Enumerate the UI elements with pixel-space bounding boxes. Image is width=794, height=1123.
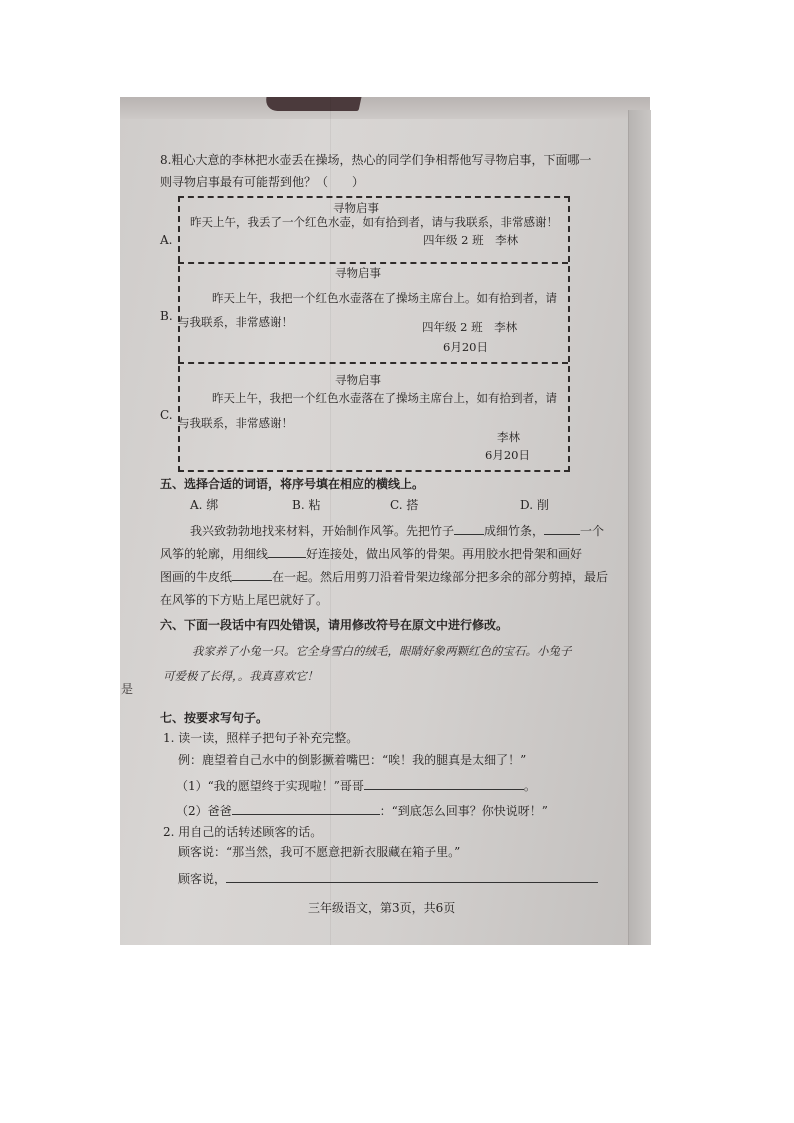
section5-para-line2 <box>160 545 582 562</box>
option-b-label: B. <box>160 309 173 323</box>
box-separator-bc <box>178 362 568 364</box>
item-text: （1）“我的愿望终于实现啦！”哥哥 <box>176 779 364 793</box>
item-text: 。 <box>523 779 536 793</box>
option-c-text-line1: 昨天上午，我把一个红色水壶落在了操场主席台上，如有拾到者，请 <box>212 391 557 405</box>
choice-a: A. 绑 <box>190 498 219 512</box>
section7-heading: 七、按要求写句子。 <box>160 711 269 725</box>
para-text: 我兴致勃勃地找来材料，开始制作风筝。先把竹子 <box>190 524 455 538</box>
section7-q2: 2. 用自己的话转述顾客的话。 <box>163 825 323 839</box>
item-text: ：“到底怎么回事？你快说呀！” <box>379 804 548 818</box>
para-text: 成细竹条， <box>484 524 545 538</box>
para-text: 一个 <box>580 524 605 538</box>
section5-para-line3 <box>160 568 608 585</box>
left-margin-fragment: 是 <box>121 682 134 696</box>
section6-para-line1: 我家养了小兔一只。它全身雪白的绒毛，眼睛好象两颗红色的宝石。小兔子 <box>192 644 572 658</box>
para-text: 在一起。然后用剪刀沿着骨架边缘部分把多余的部分剪掉，最后 <box>272 570 609 584</box>
option-c-title: 寻物启事 <box>335 373 381 387</box>
answer-blank[interactable] <box>226 870 598 883</box>
option-b-title: 寻物启事 <box>335 266 381 280</box>
option-b-date: 6月20日 <box>443 340 488 354</box>
para-text: 图画的牛皮纸 <box>160 570 233 584</box>
para-text: 风筝的轮廓，用细线 <box>160 547 269 561</box>
option-a-label: A. <box>160 233 173 247</box>
option-c-label: C. <box>160 408 173 422</box>
q8-line2: 则寻物启事最有可能帮到他？（ ） <box>160 175 365 189</box>
choice-b: B. 粘 <box>292 498 321 512</box>
choice-d: D. 削 <box>520 498 549 512</box>
option-b-sign: 四年级 2 班 李林 <box>422 320 518 334</box>
photo-top-shadow <box>120 97 650 119</box>
section5-heading: 五、选择合适的词语，将序号填在相应的横线上。 <box>160 477 425 491</box>
fill-blank[interactable] <box>454 522 484 535</box>
option-a-text: 昨天上午，我丢了一个红色水壶，如有拾到者，请与我联系，非常感谢！ <box>190 215 558 229</box>
option-c-sign: 李林 <box>497 430 520 444</box>
fill-blank[interactable] <box>232 568 272 581</box>
page-footer: 三年级语文，第3页，共6页 <box>308 901 456 915</box>
option-b-text-line1: 昨天上午，我把一个红色水壶落在了操场主席台上。如有拾到者，请 <box>212 291 557 305</box>
section7-item2 <box>176 802 548 819</box>
fill-blank[interactable] <box>268 545 306 558</box>
q8-line1: 8.粗心大意的李林把水壶丢在操场，热心的同学们争相帮他写寻物启事，下面哪一 <box>160 153 592 167</box>
answer-blank[interactable] <box>364 777 524 790</box>
option-c-text-line2: 与我联系，非常感谢！ <box>178 416 293 430</box>
option-a-sign: 四年级 2 班 李林 <box>423 233 519 247</box>
section6-heading: 六、下面一段话中有四处错误，请用修改符号在原文中进行修改。 <box>160 618 509 632</box>
fill-blank[interactable] <box>544 522 580 535</box>
option-a-title: 寻物启事 <box>333 201 379 215</box>
section7-item1 <box>176 777 536 794</box>
dark-object <box>264 97 362 111</box>
para-text: 好连接处，做出风筝的骨架。再用胶水把骨架和画好 <box>306 547 583 561</box>
choice-c: C. 搭 <box>390 498 419 512</box>
answer-prefix: 顾客说， <box>178 872 227 886</box>
section7-q1: 1. 读一读，照样子把句子补充完整。 <box>163 731 359 745</box>
section7-example: 例：鹿望着自己水中的倒影撅着嘴巴：“唉！我的腿真是太细了！” <box>178 753 527 767</box>
section5-para-line1 <box>190 522 604 539</box>
item-text: （2）爸爸 <box>176 804 232 818</box>
box-separator-ab <box>178 262 568 264</box>
option-c-date: 6月20日 <box>485 448 530 462</box>
section5-para-line4: 在风筝的下方贴上尾巴就好了。 <box>160 593 329 607</box>
section7-answer <box>178 870 598 887</box>
option-b-text-line2: 与我联系，非常感谢！ <box>178 315 293 329</box>
answer-blank[interactable] <box>232 802 380 815</box>
section6-para-line2: 可爱极了长得，。我真喜欢它！ <box>163 669 319 683</box>
adjacent-page-strip <box>628 110 651 945</box>
section7-quote: 顾客说：“那当然，我可不愿意把新衣服藏在箱子里。” <box>178 845 461 859</box>
